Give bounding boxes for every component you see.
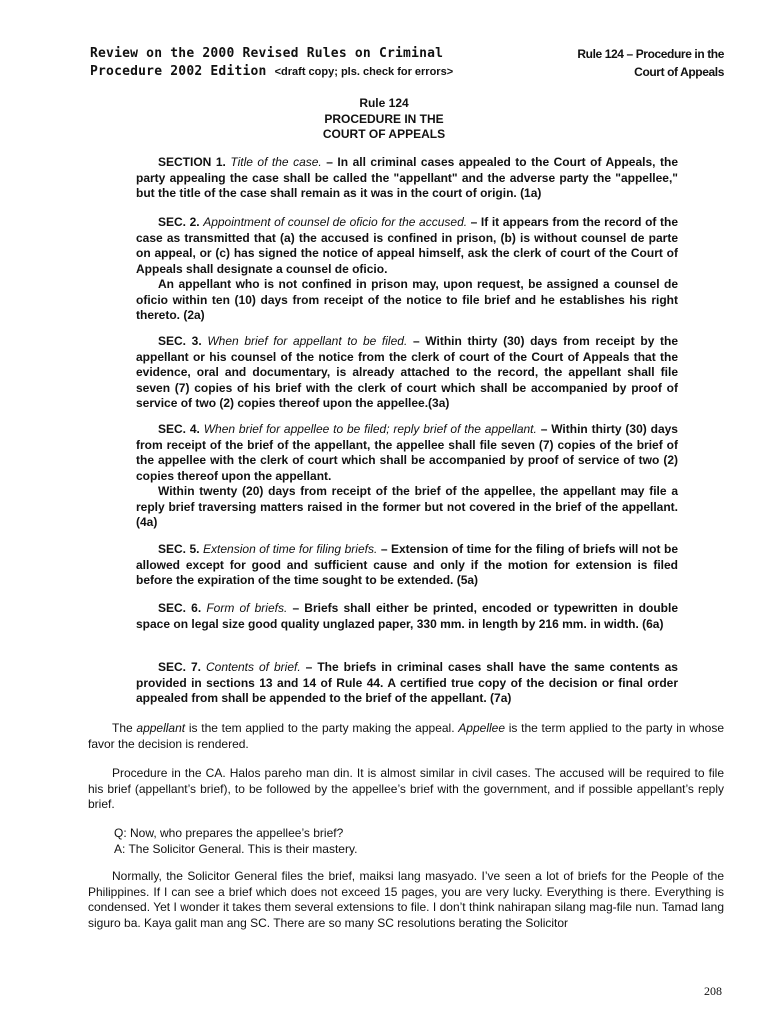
section-6	[136, 601, 678, 632]
rule-name-line1: PROCEDURE IN THE	[324, 111, 444, 126]
section-text: An appellant who is not confined in prison may, upon request, be assigned a counsel de oficio within ten (10) days from receipt of the notice to file brief and he establishes his right thereto. (2a)	[136, 277, 678, 322]
term-appellant: appellant	[136, 721, 186, 735]
section-label: SEC. 4.	[158, 422, 200, 436]
section-text: – Extension of time for the filing of briefs will not be allowed except for good and sufficient cause and only if the motion for extension is filed before the expiration of the time sought to be extended. (5a)	[136, 542, 678, 587]
section-text: – Within thirty (30) days from receipt by the appellant or his counsel of the notice from the clerk of court of the Court of Appeals that the evidence, oral and documentary, is already attached to the record, the appellant shall file seven (7) copies of his brief with the clerk of court which shall be accompanied by proof of service of two (2) copies thereof upon the appellee.(3a)	[136, 334, 679, 410]
section-caption: Extension of time for filing briefs.	[203, 542, 378, 556]
section-caption: Form of briefs.	[206, 601, 288, 615]
header-title-line2: Procedure 2002 Edition <draft copy; pls. check for errors>	[90, 64, 454, 79]
header-rule-line2: Court of Appeals	[634, 65, 724, 79]
rule-heading	[0, 96, 768, 143]
section-2	[136, 215, 678, 324]
answer: A: The Solicitor General. This is their mastery.	[114, 841, 358, 856]
commentary-paragraph-3: Normally, the Solicitor General files the brief, maiksi lang masyado. I’ve seen a lot of briefs for the People of the Philippines. If I can see a brief which does not exceed 15 pages, you are very lucky. Everything is there. Everything is condensed. Yet I wonder it takes them several extensions to file. I don’t think nahirapan silang mag-file nun. Tamad lang siguro ba. Kaya galit man ang SC. There are so many SC resolutions berating the Solicitor	[88, 869, 724, 930]
commentary-paragraph-2: Procedure in the CA. Halos pareho man din. It is almost similar in civil cases. The accused will be required to file his brief (appellant’s brief), to be followed by the appellee’s brief with the government, and if possible appellant’s reply brief.	[88, 766, 724, 811]
draft-note: <draft copy; pls. check for errors>	[274, 66, 454, 78]
term-appellee: Appellee	[458, 721, 506, 735]
section-5	[136, 542, 678, 589]
question-answer	[88, 826, 724, 857]
section-caption: Contents of brief.	[205, 660, 301, 674]
rule-name-line2: COURT OF APPEALS	[322, 127, 446, 141]
section-text: – If it appears from the record of the case as transmitted that (a) the accused is confined in prison, (b) is without counsel de parte on appeal, or (c) has signed the notice of appeal himself, ask the clerk of court of the Court of Appeals shall designate a counsel de oficio.	[136, 215, 679, 276]
section-caption: When brief for appellee to be filed; reply brief of the appellant.	[203, 422, 537, 436]
running-header	[88, 45, 724, 85]
section-3	[136, 334, 678, 412]
section-label: SEC. 2.	[158, 215, 200, 229]
section-1	[136, 155, 678, 202]
section-text: – Briefs shall either be printed, encoded or typewritten in double space on legal size good quality unglazed paper, 330 mm. in length by 216 mm. in width. (6a)	[136, 601, 678, 631]
section-text: Within twenty (20) days from receipt of the brief of the appellee, the appellant may file a reply brief traversing matters raised in the former but not covered in the brief of the appellant. (4a)	[136, 484, 678, 529]
header-rule-line1: Rule 124 – Procedure in the	[577, 47, 724, 61]
section-text: – In all criminal cases appealed to the Court of Appeals, the party appealing the case shall be called the "appellant" and the adverse party the "appellee," but the title of the case shall remain as it was in the court of origin. (1a)	[136, 155, 678, 200]
rule-number: Rule 124	[359, 96, 409, 110]
question: Q: Now, who prepares the appellee’s brief?	[114, 826, 344, 840]
section-label: SEC. 5.	[158, 542, 200, 556]
commentary-paragraph-1: The appellant is the tem applied to the party making the appeal. Appellee is the term applied to the party in whose favor the decision is rendered.	[88, 721, 725, 751]
header-title-line1: Review on the 2000 Revised Rules on Criminal	[90, 46, 444, 61]
section-caption: Title of the case.	[230, 155, 322, 169]
section-caption: When brief for appellant to be filed.	[207, 334, 408, 348]
section-label: SEC. 3.	[158, 334, 202, 348]
section-text: – The briefs in criminal cases shall have the same contents as provided in sections 13 and 14 of Rule 44. A certified true copy of the decision or final order appealed from shall be appended to the brief of the appellant. (7a)	[136, 660, 678, 705]
section-label: SECTION 1.	[158, 155, 226, 169]
section-label: SEC. 7.	[158, 660, 201, 674]
header-book-title	[90, 45, 453, 81]
section-text: – Within thirty (30) days from receipt of the brief of the appellant, the appellee shall file seven (7) copies of the brief of the appellee with the clerk of court which shall be accompanied by proof of service of two (2) copies thereof upon the appellant.	[136, 422, 678, 483]
header-rule-title	[534, 45, 724, 81]
section-7	[136, 660, 678, 707]
page-number: 208	[704, 984, 722, 998]
section-caption: Appointment of counsel de oficio for the accused.	[203, 215, 468, 229]
section-4	[136, 422, 678, 531]
section-label: SEC. 6.	[158, 601, 202, 615]
